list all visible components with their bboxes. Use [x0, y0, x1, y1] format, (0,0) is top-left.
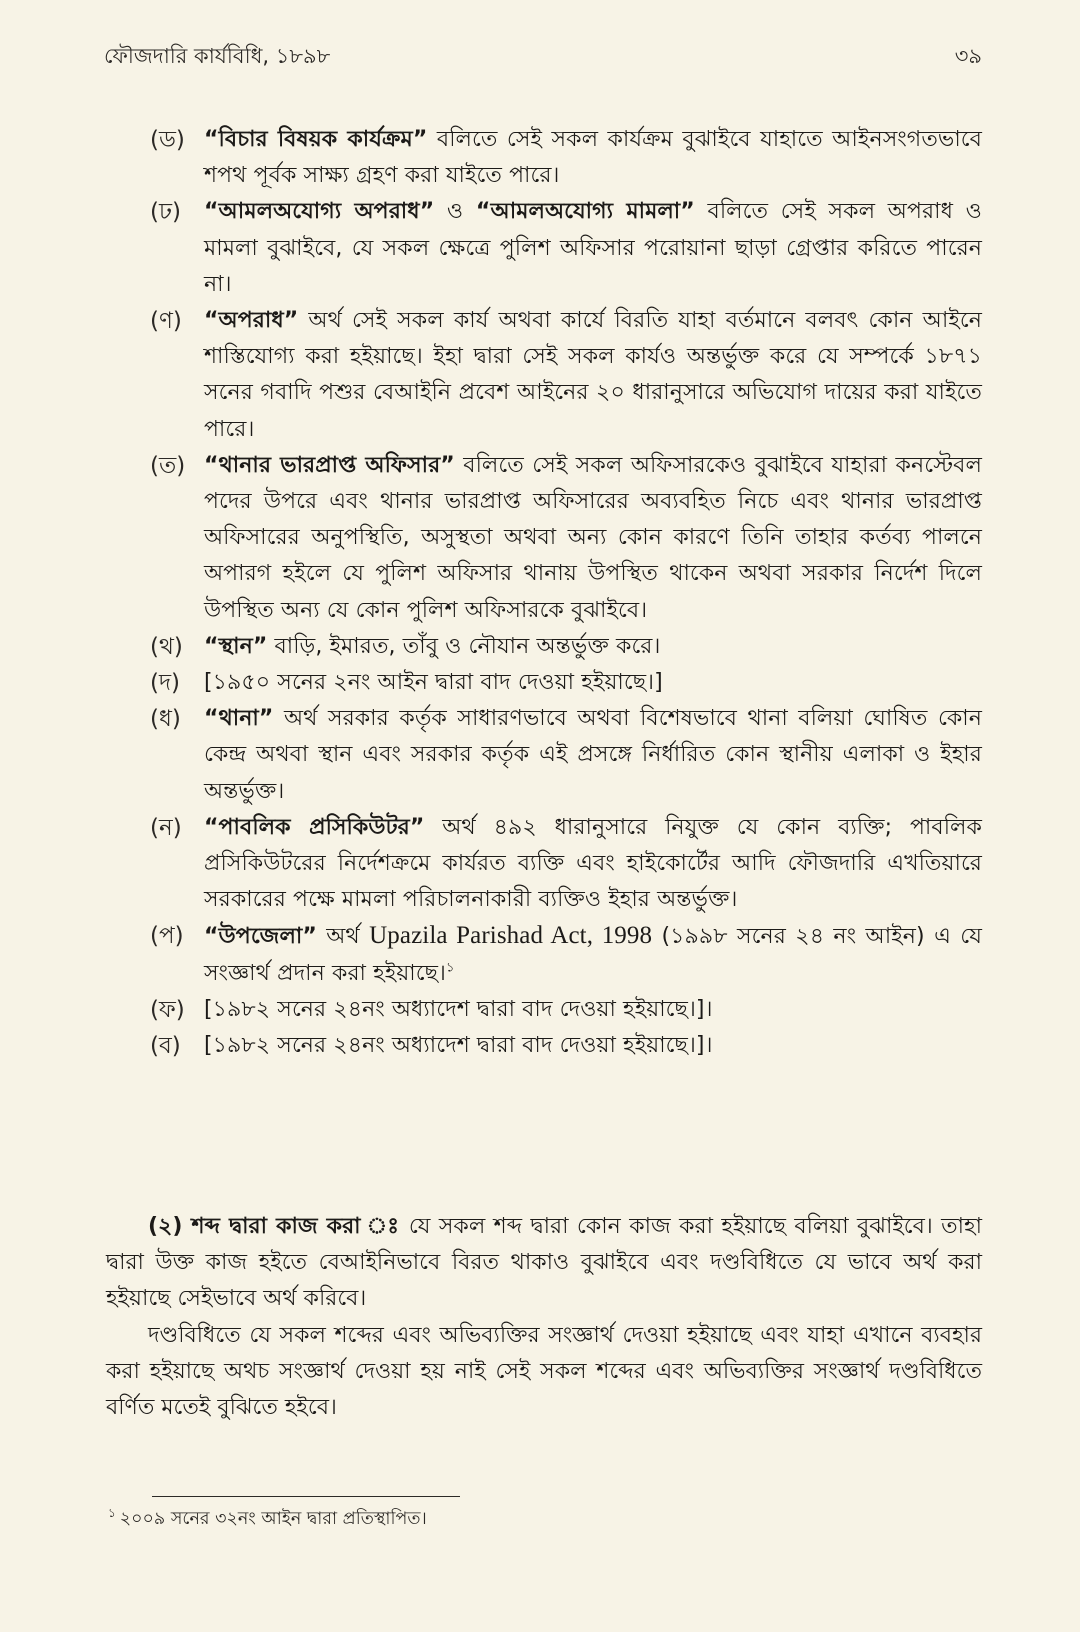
definition-item: [150, 701, 982, 810]
footnote-divider: [152, 1496, 460, 1498]
defined-term: “অপরাধ”: [204, 308, 299, 334]
running-head-title: ফৌজদারি কার্যবিধি, ১৮৯৮: [104, 44, 331, 68]
footnote-marker: ১: [108, 1506, 116, 1521]
definition-item: (প) “উপজেলা” অর্থ Upazila Parishad Act, 1998 (১৯৯৮ সনের ২৪ নং আইন) এ যে সংজ্ঞার্থ প্রদান করা হইয়াছে।$^১$: [150, 918, 982, 991]
definitions-list: [150, 122, 982, 1064]
subsection-2: [106, 1209, 982, 1318]
repealed-note: [১৯৫০ সনের ২নং আইন দ্বারা বাদ দেওয়া হইয়াছে।]: [204, 670, 663, 696]
act-title: Upazila Parishad Act, 1998: [369, 922, 653, 950]
definition-text: বাড়ি, ইমারত, তাঁবু ও নৌযান অন্তর্ভুক্ত করে।: [267, 633, 661, 659]
item-marker: (ড): [150, 127, 185, 153]
defined-term: “পাবলিক প্রসিকিউটর”: [204, 814, 425, 840]
definition-text: বলিতে সেই সকল কার্যক্রম বুঝাইবে যাহাতে আইনসংগতভাবে শপথ পূর্বক সাক্ষ্য গ্রহণ করা যাইতে পারে।: [204, 127, 982, 189]
item-marker: (ন): [150, 814, 182, 841]
defined-term: “আমলঅযোগ্য মামলা”: [475, 199, 695, 225]
definition-item: [150, 810, 982, 919]
definition-item: [150, 303, 982, 448]
item-marker: (ব): [150, 1033, 181, 1060]
defined-term: “আমলঅযোগ্য অপরাধ”: [204, 199, 435, 225]
subsection-text: যে সকল শব্দ দ্বারা কোন কাজ করা হইয়াছে বলিয়া বুঝাইবে। তাহা দ্বারা উক্ত কাজ হইতে বেআইনিভাবে বিরত থাকাও বুঝাইবে এবং দণ্ডবিধিতে যে ভাবে অর্থ করা হইয়াছে সেইভাবে অর্থ করিবে।: [106, 1214, 982, 1312]
item-marker: (ত): [150, 452, 186, 479]
footnote-reference[interactable]: ১: [446, 960, 455, 976]
defined-term: “থানার ভারপ্রাপ্ত অফিসার”: [204, 452, 455, 478]
repealed-note: [১৯৮২ সনের ২৪নং অধ্যাদেশ দ্বারা বাদ দেওয়া হইয়াছে।]।: [204, 996, 713, 1022]
item-marker: (ঢ): [150, 199, 181, 226]
definition-text: অর্থ সরকার কর্তৃক সাধারণভাবে অথবা বিশেষভাবে থানা বলিয়া ঘোষিত কোন কেন্দ্র অথবা স্থান এবং সরকার কর্তৃক এই প্রসঙ্গে নির্ধারিত কোন স্থানীয় এলাকা ও ইহার অন্তর্ভুক্ত।: [204, 706, 982, 804]
item-marker: (থ): [150, 633, 183, 660]
defined-term: “বিচার বিষয়ক কার্যক্রম”: [204, 127, 428, 152]
repealed-item: [150, 665, 982, 701]
defined-term: “স্থান”: [204, 633, 268, 659]
definition-item: (ঢ) “আমলঅযোগ্য অপরাধ” ও “আমলঅযোগ্য মামলা” বলিতে সেই সকল অপরাধ ও মামলা বুঝাইবে, যে সকল ক্ষেত্রে পুলিশ অফিসার পরোয়ানা ছাড়া গ্রেপ্তার করিতে পারেন না।: [150, 194, 982, 303]
repealed-note: [১৯৮২ সনের ২৪নং অধ্যাদেশ দ্বারা বাদ দেওয়া হইয়াছে।]।: [204, 1033, 713, 1059]
item-marker: (প): [150, 923, 184, 950]
definition-item: [150, 629, 982, 665]
repealed-item: [150, 1028, 982, 1064]
definition-item: [150, 448, 982, 629]
item-marker: (ফ): [150, 996, 185, 1023]
footnote: [108, 1506, 427, 1532]
page-number: ৩৯: [954, 44, 982, 68]
item-marker: (ণ): [150, 308, 182, 335]
item-marker: (দ): [150, 670, 181, 697]
footnote-text: ২০০৯ সনের ৩২নং আইন দ্বারা প্রতিস্থাপিত।: [119, 1509, 427, 1529]
running-head: [104, 40, 982, 75]
definition-text: অর্থ ৪৯২ ধারানুসারে নিযুক্ত যে কোন ব্যক্তি; পাবলিক প্রসিকিউটরের নির্দেশক্রমে কার্যরত ব্যক্তি এবং হাইকোর্টের আদি ফৌজদারি এখতিয়ারে সরকারের পক্ষে মামলা পরিচালনাকারী ব্যক্তিও ইহার অন্তর্ভুক্ত।: [204, 814, 982, 913]
definition-text: বলিতে সেই সকল অপরাধ ও মামলা বুঝাইবে, যে সকল ক্ষেত্রে পুলিশ অফিসার পরোয়ানা ছাড়া গ্রেপ্তার করিতে পারেন না।: [204, 199, 982, 297]
closing-paragraph: দণ্ডবিধিতে যে সকল শব্দের এবং অভিব্যক্তির সংজ্ঞার্থ দেওয়া হইয়াছে এবং যাহা এখানে ব্যবহার করা হইয়াছে অথচ সংজ্ঞার্থ দেওয়া হয় নাই সেই সকল শব্দের এবং অভিব্যক্তির সংজ্ঞার্থ দণ্ডবিধিতে বর্ণিত মতেই বুঝিতে হইবে।: [106, 1323, 982, 1421]
definition-text: অর্থ সেই সকল কার্য অথবা কার্যে বিরতি যাহা বর্তমানে বলবৎ কোন আইনে শাস্তিযোগ্য করা হইয়াছে। ইহা দ্বারা সেই সকল কার্যও অন্তর্ভুক্ত করে যে সম্পর্কে ১৮৭১ সনের গবাদি পশুর বেআইনি প্রবেশ আইনের ২০ ধারানুসারে অভিযোগ দায়ের করা যাইতে পারে।: [204, 308, 982, 442]
definition-item: [150, 122, 982, 194]
repealed-item: [150, 992, 982, 1028]
defined-term: “থানা”: [204, 706, 274, 732]
definition-text: বলিতে সেই সকল অফিসারকেও বুঝাইবে যাহারা কনস্টেবল পদের উপরে এবং থানার ভারপ্রাপ্ত অফিসারের অব্যবহিত নিচে এবং থানার ভারপ্রাপ্ত অফিসারের অনুপস্থিতি, অসুস্থতা অথবা অন্য কোন কারণে তিনি তাহার কর্তব্য পালনে অপারগ হইলে যে পুলিশ অফিসার থানায় উপস্থিত থাকেন অথবা সরকার নির্দেশ দিলে উপস্থিত অন্য যে কোন পুলিশ অফিসারকে বুঝাইবে।: [204, 452, 983, 623]
item-marker: (ধ): [150, 706, 181, 733]
definition-text: (১৯৯৮ সনের ২৪ নং আইন) এ যে সংজ্ঞার্থ প্রদান করা হইয়াছে।: [204, 924, 982, 986]
defined-term: “উপজেলা”: [204, 924, 317, 950]
subsection-heading: (২) শব্দ দ্বারা কাজ করা ঃ: [148, 1214, 401, 1239]
